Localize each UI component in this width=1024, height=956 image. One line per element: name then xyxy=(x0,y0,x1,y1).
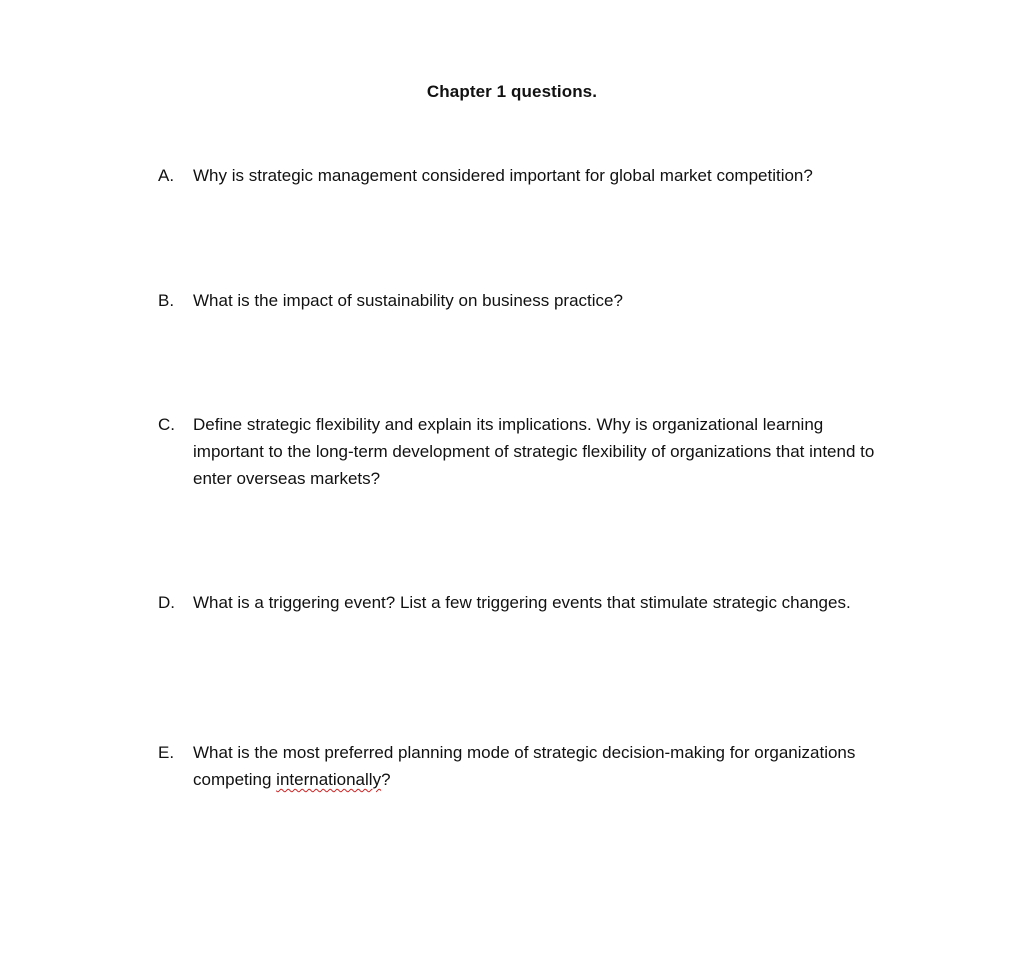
question-b xyxy=(158,287,898,314)
question-text: Define strategic flexibility and explain its implications. Why is organizational learning important to the long-term development of strategic flexibility of organizations that intend to enter overseas markets? xyxy=(193,415,875,488)
page-title: Chapter 1 questions. xyxy=(426,82,598,101)
question-text-before: What is the most preferred planning mode of strategic decision-making for organizations competing xyxy=(193,743,856,789)
question-letter: A. xyxy=(158,166,175,185)
question-text: What is a triggering event? List a few triggering events that stimulate strategic changes. xyxy=(193,593,851,612)
question-text: What is the impact of sustainability on business practice? xyxy=(193,291,623,310)
question-text: Why is strategic management considered important for global market competition? xyxy=(193,166,813,185)
question-text xyxy=(193,739,898,793)
question-c xyxy=(158,411,898,492)
spellcheck-flagged-word[interactable]: internationally xyxy=(276,770,382,789)
question-letter: B. xyxy=(158,291,175,310)
question-d xyxy=(158,589,898,616)
question-letter: E. xyxy=(158,743,175,762)
question-letter: D. xyxy=(158,593,175,612)
question-letter: C. xyxy=(158,415,175,434)
question-text-after: ? xyxy=(381,770,391,789)
question-e xyxy=(158,739,898,793)
question-a xyxy=(158,162,898,189)
